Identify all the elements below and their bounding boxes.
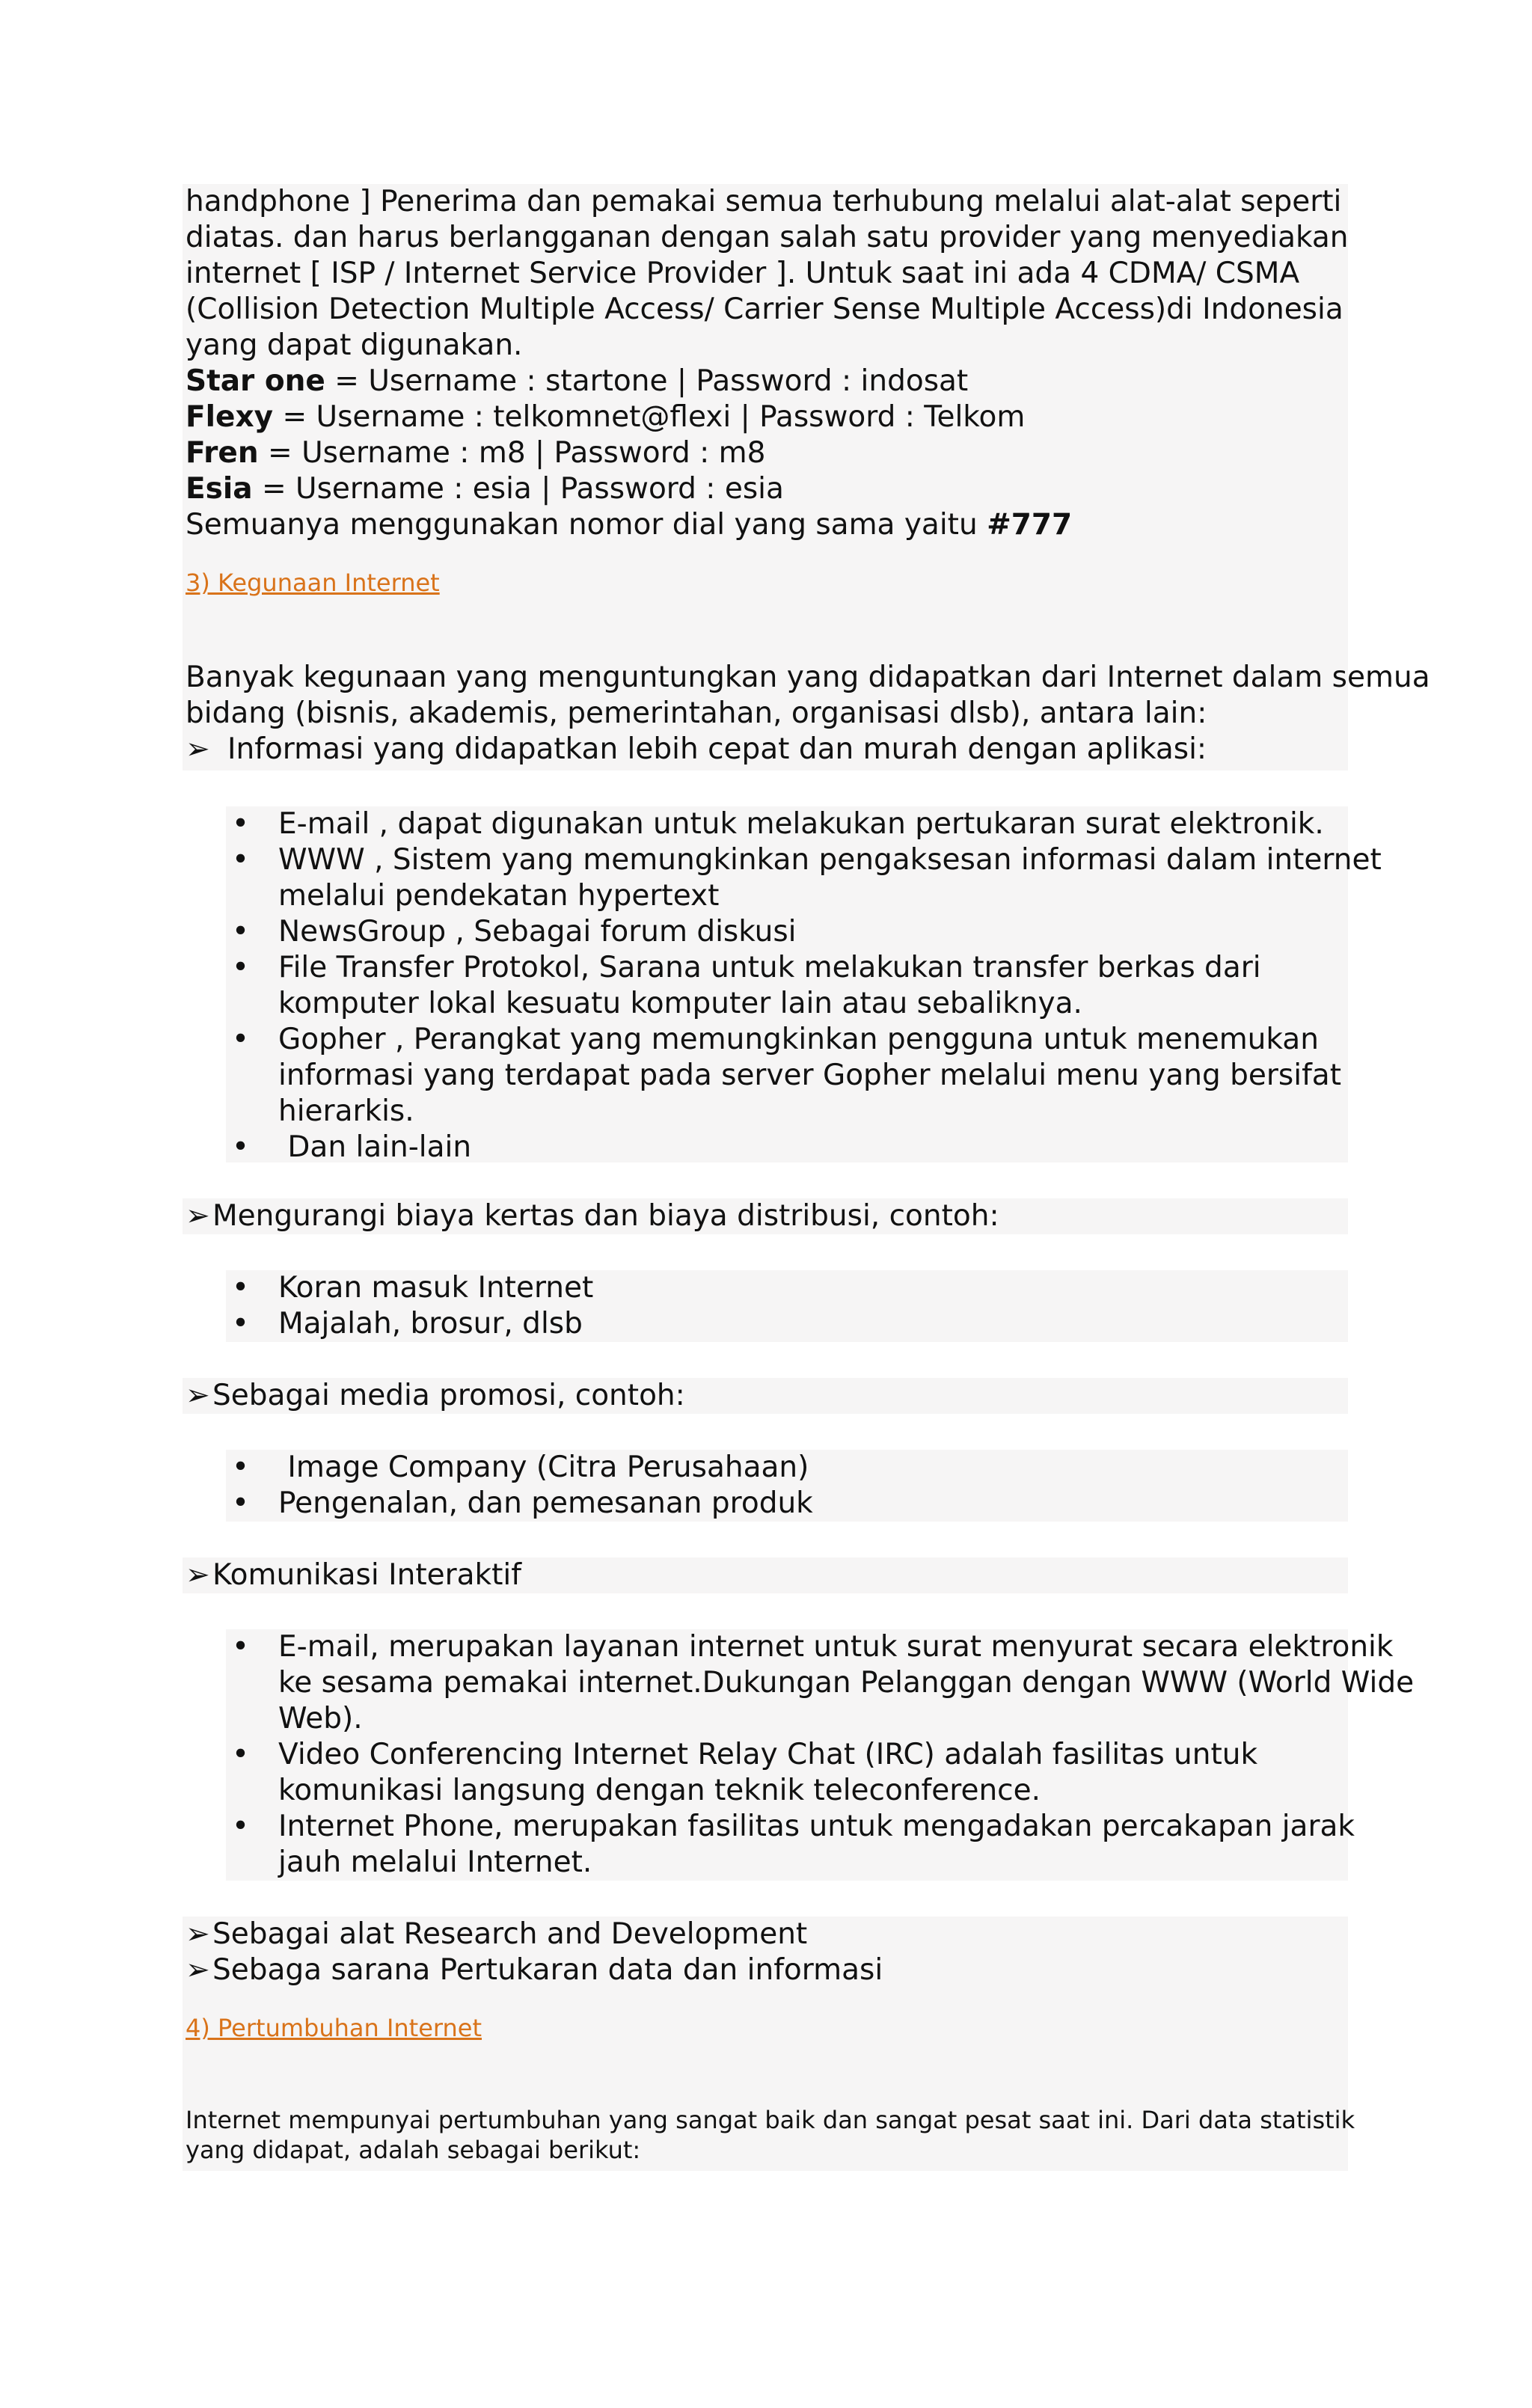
intro-line: diatas. dan harus berlangganan dengan salah satu provider yang menyediakan <box>186 221 1349 254</box>
list-item-text: Majalah, brosur, dlsb <box>278 1307 583 1341</box>
list-item-text: Pengenalan, dan pemesanan produk <box>278 1486 813 1520</box>
provider-esia <box>186 471 1345 507</box>
list-item <box>232 950 1348 1022</box>
list-item <box>232 1486 1348 1522</box>
list-item-text: Dan lain-lain <box>278 1130 472 1164</box>
list-item <box>232 1270 1348 1306</box>
bullet-icon: • <box>232 1450 250 1484</box>
bullet-icon: • <box>232 1486 250 1520</box>
point-research <box>186 1917 1348 1952</box>
bullet-icon: • <box>232 807 250 841</box>
list-item-text: File Transfer Protokol, Sarana untuk melakukan transfer berkas dari <box>278 951 1261 984</box>
arrow-bullet-icon: ➢ <box>186 1917 210 1951</box>
intro-line: handphone ] Penerima dan pemakai semua terhubung melalui alat-alat seperti <box>186 185 1342 218</box>
provider-detail: = Username : esia | Password : esia <box>252 472 784 506</box>
list-item-text: Gopher , Perangkat yang memungkinkan pengguna untuk menemukan <box>278 1023 1319 1056</box>
list-item <box>232 1450 1348 1486</box>
list-promosi <box>232 1450 1348 1522</box>
point-text: Informasi yang didapatkan lebih cepat dan murah dengan aplikasi: <box>227 732 1207 766</box>
section-3-intro-line: Banyak kegunaan yang menguntungkan yang didapatkan dari Internet dalam semua <box>186 661 1430 694</box>
provider-name: Star one <box>186 364 325 398</box>
arrow-bullet-icon: ➢ <box>186 1953 210 1987</box>
provider-fren <box>186 435 1345 471</box>
list-item-text: Web). <box>278 1702 363 1735</box>
list-item <box>232 1629 1415 1737</box>
list-item <box>232 1306 1348 1342</box>
list-aplikasi <box>232 806 1382 1165</box>
point-text: Sebagai media promosi, contoh: <box>212 1379 685 1412</box>
list-item-text: komputer lokal kesuatu komputer lain atau sebaliknya. <box>278 987 1082 1020</box>
intro-line: (Collision Detection Multiple Access/ Carrier Sense Multiple Access)di Indonesia <box>186 292 1343 326</box>
provider-detail: = Username : m8 | Password : m8 <box>258 436 766 470</box>
bullet-icon: • <box>232 843 250 877</box>
point-text: Mengurangi biaya kertas dan biaya distribusi, contoh: <box>212 1199 999 1233</box>
point-komunikasi-interaktif <box>183 1557 1348 1593</box>
bullet-icon: • <box>232 1307 250 1341</box>
bullet-icon: • <box>232 1271 250 1305</box>
list-promosi-block <box>226 1450 1348 1522</box>
list-item-text: E-mail, merupakan layanan internet untuk surat menyurat secara elektronik <box>278 1630 1394 1664</box>
list-biaya-block <box>226 1270 1348 1342</box>
list-item <box>232 1809 1355 1881</box>
bullet-icon: • <box>232 1630 250 1664</box>
closing-block <box>183 1917 1355 2171</box>
section-4-text-line: yang didapat, adalah sebagai berikut: <box>186 2136 641 2164</box>
list-item-text: ke sesama pemakai internet.Dukungan Pelanggan dengan WWW (World Wide <box>278 1666 1415 1700</box>
dial-number: #777 <box>987 508 1073 542</box>
list-item <box>232 914 1348 950</box>
list-item-text: WWW , Sistem yang memungkinkan pengaksesan informasi dalam internet <box>278 843 1382 877</box>
bullet-icon: • <box>232 1023 250 1056</box>
provider-star-one <box>186 364 1345 399</box>
dial-text: Semuanya menggunakan nomor dial yang sama yaitu <box>186 508 987 542</box>
list-item <box>232 842 1382 914</box>
section-4-heading-link[interactable]: 4) Pertumbuhan Internet <box>186 2014 482 2042</box>
list-item-text: komunikasi langsung dengan teknik teleconference. <box>278 1774 1041 1807</box>
point-text: Sebagai alat Research and Development <box>212 1917 808 1951</box>
list-komunikasi-block <box>226 1629 1415 1881</box>
bullet-icon: • <box>232 1738 250 1771</box>
section-4-text-line: Internet mempunyai pertumbuhan yang sangat baik dan sangat pesat saat ini. Dari data statistik <box>186 2106 1355 2134</box>
list-item-text: Image Company (Citra Perusahaan) <box>278 1450 809 1484</box>
list-item-text: hierarkis. <box>278 1094 414 1128</box>
list-item-text: Video Conferencing Internet Relay Chat (IRC) adalah fasilitas untuk <box>278 1738 1258 1771</box>
section-3-intro-line: bidang (bisnis, akademis, pemerintahan, organisasi dlsb), antara lain: <box>186 696 1207 730</box>
intro-line: yang dapat digunakan. <box>186 328 523 362</box>
dial-line <box>186 507 1345 543</box>
provider-name: Esia <box>186 472 253 506</box>
bullet-icon: • <box>232 1130 250 1164</box>
provider-name: Fren <box>186 436 259 470</box>
arrow-bullet-icon: ➢ <box>186 1558 210 1592</box>
intro-block <box>183 184 1430 771</box>
point-media-promosi <box>183 1378 1348 1414</box>
list-item <box>232 806 1348 842</box>
point-text: Komunikasi Interaktif <box>212 1558 521 1592</box>
bullet-icon: • <box>232 951 250 984</box>
provider-detail: = Username : telkomnet@flexi | Password : Telkom <box>273 400 1026 434</box>
list-item <box>232 1737 1348 1809</box>
section-3-heading-link[interactable]: 3) Kegunaan Internet <box>186 569 440 597</box>
list-item-text: E-mail , dapat digunakan untuk melakukan pertukaran surat elektronik. <box>278 807 1324 841</box>
bullet-icon: • <box>232 915 250 949</box>
bullet-icon: • <box>232 1810 250 1843</box>
list-item <box>232 1022 1348 1130</box>
point-mengurangi-biaya <box>183 1198 1348 1234</box>
list-item-text: informasi yang terdapat pada server Gopher melalui menu yang bersifat <box>278 1059 1341 1092</box>
provider-name: Flexy <box>186 400 274 434</box>
arrow-bullet-icon: ➢ <box>186 1199 210 1233</box>
list-item-text: Koran masuk Internet <box>278 1271 594 1305</box>
provider-flexy <box>186 399 1345 435</box>
list-item-text: melalui pendekatan hypertext <box>278 879 720 913</box>
arrow-bullet-icon: ➢ <box>186 732 210 766</box>
point-pertukaran-data <box>186 1952 1348 1988</box>
point-informasi <box>186 732 1345 768</box>
list-komunikasi <box>232 1629 1415 1881</box>
arrow-bullet-icon: ➢ <box>186 1379 210 1412</box>
intro-line: internet [ ISP / Internet Service Provider ]. Untuk saat ini ada 4 CDMA/ CSMA <box>186 257 1300 290</box>
list-item <box>232 1130 1348 1165</box>
list-biaya <box>232 1270 1348 1342</box>
list-item-text: NewsGroup , Sebagai forum diskusi <box>278 915 797 949</box>
list-item-text: Internet Phone, merupakan fasilitas untuk mengadakan percakapan jarak <box>278 1810 1355 1843</box>
point-text: Sebaga sarana Pertukaran data dan informasi <box>212 1953 883 1987</box>
list-item-text: jauh melalui Internet. <box>278 1845 592 1879</box>
list-aplikasi-block <box>226 806 1382 1164</box>
provider-detail: = Username : startone | Password : indosat <box>325 364 969 398</box>
